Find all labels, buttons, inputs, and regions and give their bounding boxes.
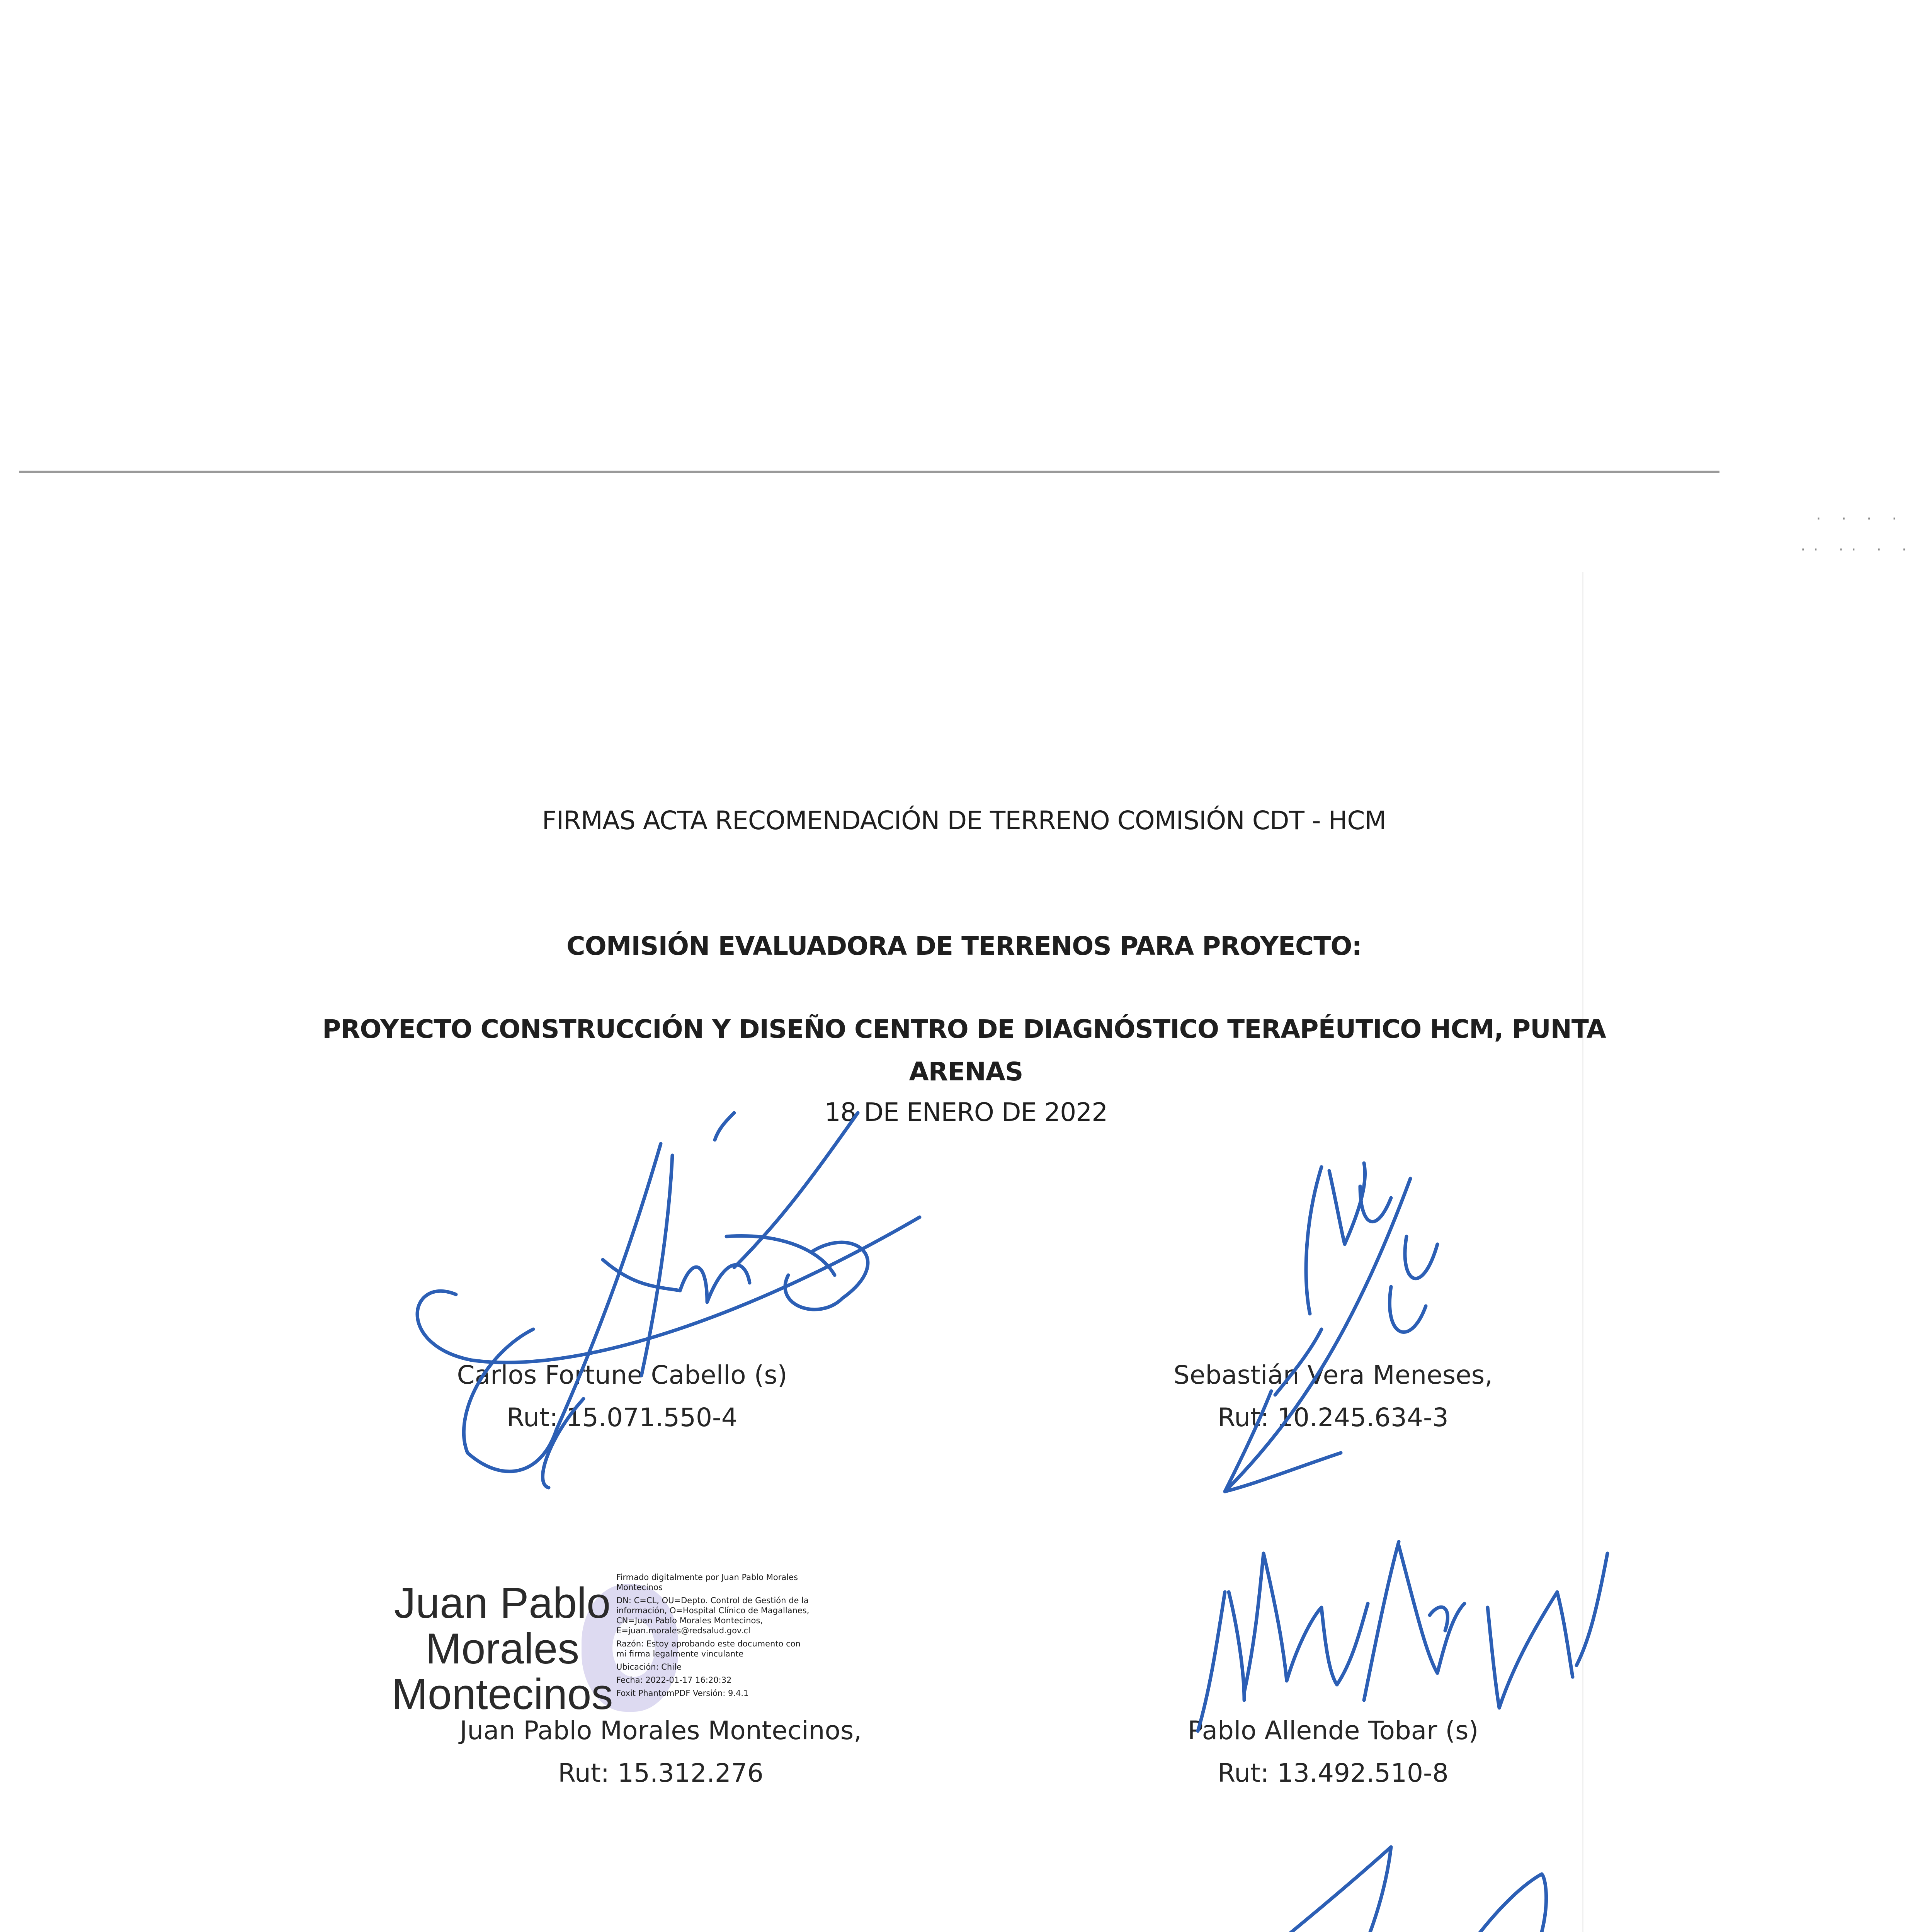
signatory-rut: Rut: 15.312.276 [558, 1758, 764, 1788]
digital-signer-name [363, 1580, 641, 1717]
digital-signer-name-line: Juan Pablo [394, 1579, 611, 1627]
project-heading-line2: ARENAS [909, 1057, 1023, 1087]
signatory-rut: Rut: 10.245.634-3 [1218, 1403, 1449, 1432]
document-date: 18 DE ENERO DE 2022 [824, 1097, 1108, 1127]
digital-signature-detail: Foxit PhantomPDF Versión: 9.4.1 [616, 1689, 749, 1698]
signatory-name: Sebastián Vera Meneses, [1173, 1360, 1493, 1390]
signature-pablo-allende [1198, 1542, 1607, 1731]
scan-page-edge [1582, 572, 1583, 1932]
signatory-name: Pablo Allende Tobar (s) [1187, 1716, 1479, 1745]
signature-javier-vergara [1139, 1847, 1546, 1932]
digital-signature-detail: Montecinos [616, 1583, 663, 1592]
scan-noise: ·· ·· · · [1801, 541, 1915, 559]
project-heading-line1: PROYECTO CONSTRUCCIÓN Y DISEÑO CENTRO DE DIAGNÓSTICO TERAPÉUTICO HCM, PUNTA [322, 1014, 1606, 1044]
digital-signature-detail: mi firma legalmente vinculante [616, 1649, 744, 1658]
signatory-rut: Rut: 13.492.510-8 [1218, 1758, 1449, 1788]
digital-signature-detail: CN=Juan Pablo Morales Montecinos, [616, 1616, 763, 1625]
digital-signature-detail: información, O=Hospital Clínico de Magallanes, [616, 1606, 810, 1615]
digital-signature-detail: Ubicación: Chile [616, 1662, 682, 1672]
signatory-name: Juan Pablo Morales Montecinos, [459, 1716, 862, 1745]
signatory-rut: Rut: 15.071.550-4 [507, 1403, 738, 1432]
scan-noise: · · · · [1816, 510, 1905, 528]
digital-signer-name-line: Montecinos [391, 1670, 613, 1718]
digital-signature-detail: E=juan.morales@redsalud.gov.cl [616, 1626, 750, 1635]
signature-sebastian-vera [1225, 1163, 1437, 1492]
committee-heading: COMISIÓN EVALUADORA DE TERRENOS PARA PROYECTO: [566, 931, 1362, 961]
signatory-name: Carlos Fortune Cabello (s) [457, 1360, 787, 1390]
digital-signature-detail: Fecha: 2022-01-17 16:20:32 [616, 1675, 732, 1685]
digital-signature-detail: Firmado digitalmente por Juan Pablo Morales [616, 1573, 798, 1582]
digital-signer-name-line: Morales [425, 1624, 580, 1673]
digital-signature-detail: DN: C=CL, OU=Depto. Control de Gestión de la [616, 1596, 809, 1605]
scan-edge-line [19, 471, 1719, 473]
digital-signature-detail: Razón: Estoy aprobando este documento con [616, 1639, 801, 1648]
document-title: FIRMAS ACTA RECOMENDACIÓN DE TERRENO COMISIÓN CDT - HCM [542, 806, 1386, 835]
